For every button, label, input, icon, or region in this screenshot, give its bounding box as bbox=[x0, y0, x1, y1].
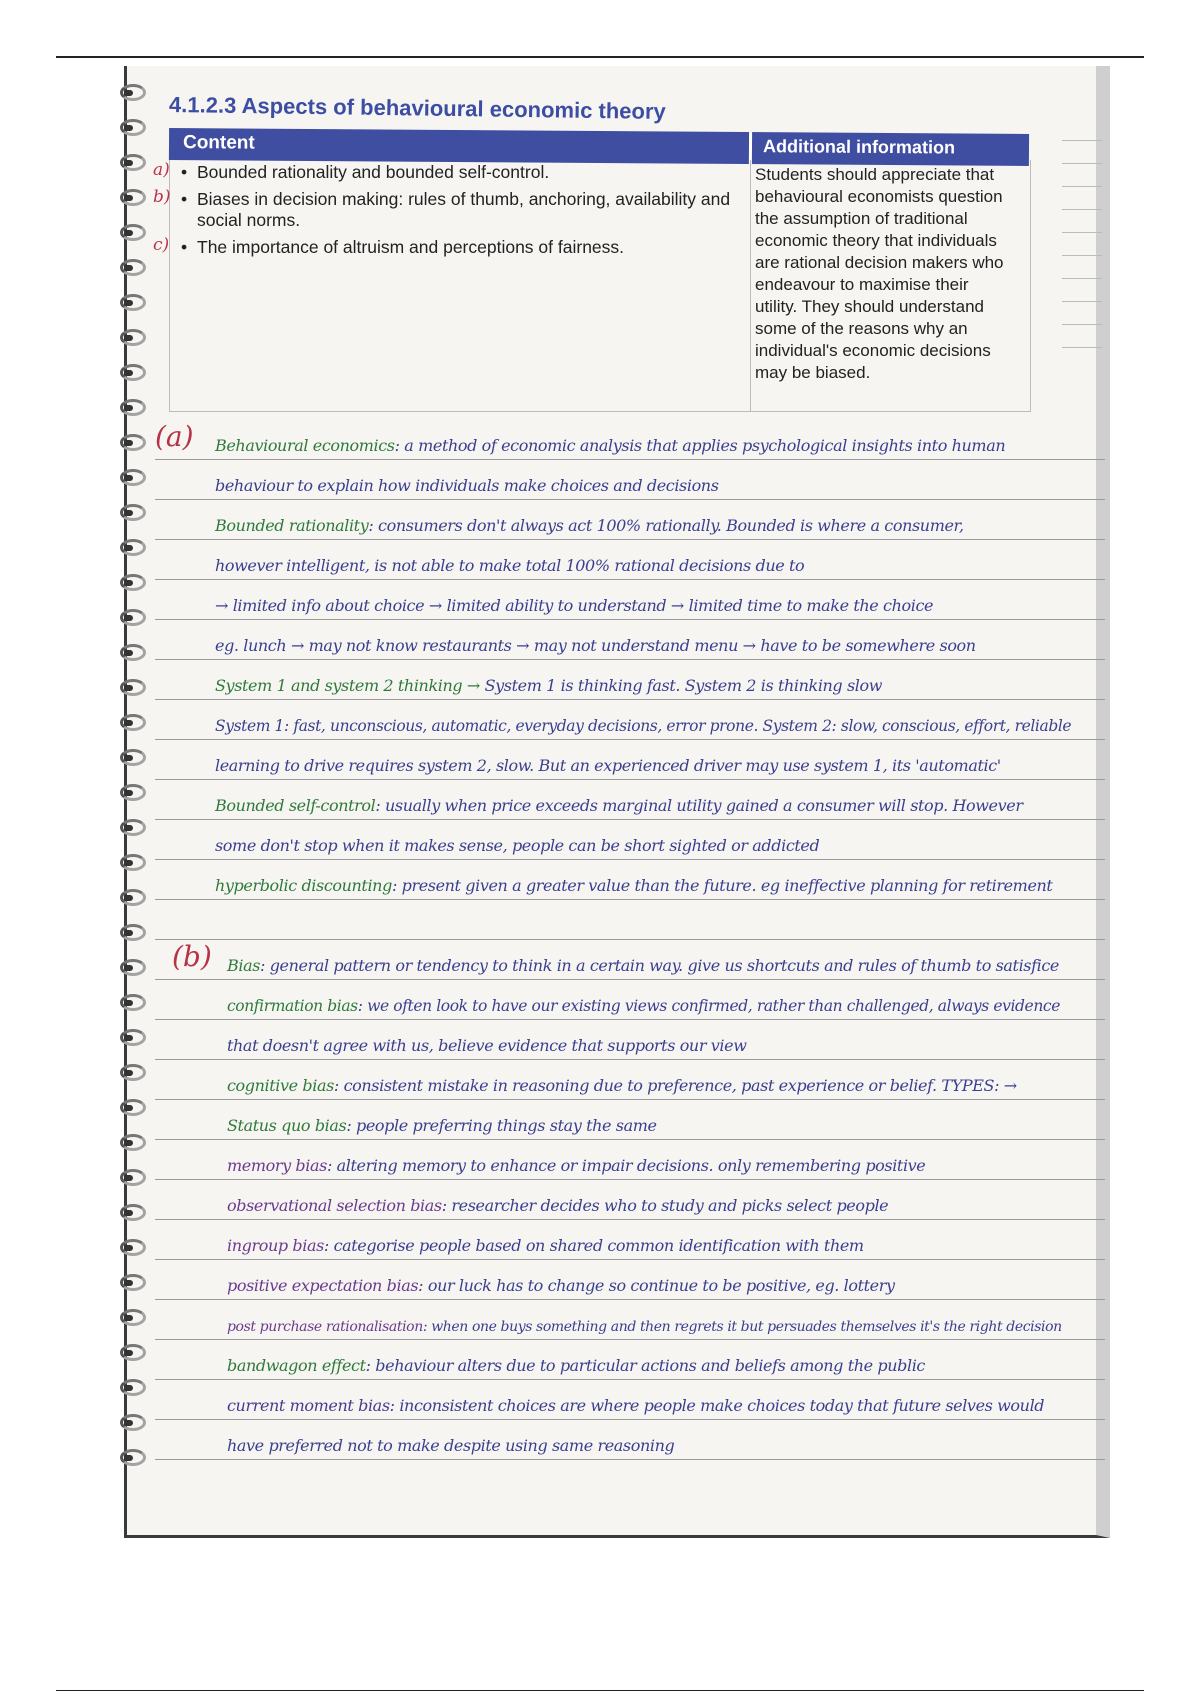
note-line bbox=[155, 1060, 1105, 1100]
note-term: memory bias bbox=[227, 1156, 327, 1175]
note-line bbox=[155, 1260, 1105, 1300]
note-body: : behaviour alters due to particular actions and beliefs among the public bbox=[365, 1356, 925, 1375]
spiral-ring bbox=[120, 224, 146, 241]
note-text bbox=[227, 1236, 864, 1255]
note-line bbox=[155, 1100, 1105, 1140]
note-text bbox=[227, 997, 1060, 1015]
spiral-ring bbox=[120, 1239, 146, 1256]
spec-sheet bbox=[155, 78, 1055, 420]
spiral-ring bbox=[120, 434, 146, 451]
note-body: : categorise people based on shared common identification with them bbox=[323, 1236, 864, 1255]
additional-info-text: Students should appreciate that behavioural economists question the assumption of traditional economic theory that individuals are rational decision makers who endeavour to maximise their utility. They should understand some of the reasons why an individual's economic decisions may be biased. bbox=[755, 165, 1004, 382]
note-line bbox=[155, 1380, 1105, 1420]
note-term: Bounded self-control bbox=[215, 796, 376, 815]
bullet-mark: • b) bbox=[153, 187, 171, 207]
spiral-ring bbox=[120, 469, 146, 486]
note-body: → limited info about choice → limited ability to understand → limited time to make the choice bbox=[215, 596, 934, 615]
note-term: Bounded rationality bbox=[215, 516, 369, 535]
note-body: : usually when price exceeds marginal utility gained a consumer will stop. However bbox=[375, 796, 1023, 815]
note-line bbox=[155, 1300, 1105, 1340]
note-body: : consumers don't always act 100% rationally. Bounded is where a consumer, bbox=[368, 516, 964, 535]
note-text bbox=[227, 1319, 1062, 1335]
spiral-ring bbox=[120, 1029, 146, 1046]
spiral-ring bbox=[120, 329, 146, 346]
note-text bbox=[227, 1076, 1017, 1095]
note-line bbox=[155, 1340, 1105, 1380]
spiral-ring bbox=[120, 1379, 146, 1396]
note-body: : general pattern or tendency to think in a certain way. give us shortcuts and rules of thumb to satisfice bbox=[260, 956, 1059, 975]
note-term: observational selection bias bbox=[227, 1196, 442, 1215]
spiral-ring bbox=[120, 1204, 146, 1221]
spec-title: 4.1.2.3 Aspects of behavioural economic theory bbox=[168, 92, 666, 124]
note-text bbox=[215, 636, 976, 655]
note-text bbox=[215, 836, 819, 855]
note-text bbox=[227, 1196, 888, 1215]
note-term: bandwagon effect bbox=[227, 1356, 366, 1375]
note-body: eg. lunch → may not know restaurants → may not understand menu → have to be somewhere soon bbox=[215, 636, 976, 655]
note-term: positive expectation bias bbox=[227, 1276, 419, 1295]
spiral-ring bbox=[120, 294, 146, 311]
note-body: : our luck has to change so continue to be positive, eg. lottery bbox=[418, 1276, 895, 1295]
bullet-text: The importance of altruism and perceptions of fairness. bbox=[197, 237, 625, 257]
note-term: current moment bias bbox=[227, 1396, 390, 1415]
spiral-ring bbox=[120, 994, 146, 1011]
note-line bbox=[155, 1020, 1105, 1060]
note-body: : people preferring things stay the same bbox=[346, 1116, 657, 1135]
note-line bbox=[155, 580, 1105, 620]
spiral-ring bbox=[120, 1274, 146, 1291]
additional-info-header: Additional information bbox=[762, 136, 956, 158]
spiral-ring bbox=[120, 1309, 146, 1326]
spiral-ring bbox=[120, 84, 146, 101]
spiral-ring bbox=[120, 154, 146, 171]
content-header: Content bbox=[182, 132, 255, 154]
content-bullets bbox=[153, 160, 743, 264]
note-body: : a method of economic analysis that applies psychological insights into human bbox=[394, 436, 1006, 455]
bullet-item bbox=[153, 187, 743, 231]
spiral-ring bbox=[120, 1134, 146, 1151]
note-body: behaviour to explain how individuals make choices and decisions bbox=[215, 476, 719, 495]
spiral-ring bbox=[120, 854, 146, 871]
note-term: hyperbolic discounting bbox=[215, 876, 392, 895]
note-body: System 1 is thinking fast. System 2 is thinking slow bbox=[479, 676, 883, 695]
note-text bbox=[227, 1036, 747, 1055]
note-line bbox=[155, 1220, 1105, 1260]
note-line bbox=[155, 700, 1105, 740]
spiral-ring bbox=[120, 784, 146, 801]
spiral-ring bbox=[120, 644, 146, 661]
note-body: : inconsistent choices are where people make choices today that future selves would bbox=[389, 1396, 1045, 1415]
note-text bbox=[215, 796, 1023, 815]
note-line bbox=[155, 900, 1105, 940]
note-text bbox=[215, 556, 804, 575]
spiral-ring bbox=[120, 259, 146, 276]
note-body: : when one buys something and then regrets it but persuades themselves it's the right decision bbox=[422, 1319, 1062, 1335]
spiral-ring bbox=[120, 189, 146, 206]
note-body: some don't stop when it makes sense, people can be short sighted or addicted bbox=[215, 836, 820, 855]
bullet-mark: • c) bbox=[153, 235, 170, 255]
note-line bbox=[155, 500, 1105, 540]
note-body: that doesn't agree with us, believe evidence that supports our view bbox=[227, 1036, 747, 1055]
spiral-ring bbox=[120, 364, 146, 381]
note-term: post purchase rationalisation bbox=[227, 1319, 423, 1335]
spiral-ring bbox=[120, 679, 146, 696]
spiral-ring bbox=[120, 714, 146, 731]
note-body: : researcher decides who to study and picks select people bbox=[441, 1196, 889, 1215]
page-edge-marks bbox=[1062, 140, 1112, 440]
note-term: Behavioural economics bbox=[215, 436, 395, 455]
spiral-ring bbox=[120, 504, 146, 521]
note-body: System 1: fast, unconscious, automatic, everyday decisions, error prone. System 2: slow, conscious, effort, reliable bbox=[215, 717, 1072, 735]
note-line bbox=[155, 820, 1105, 860]
spiral-ring bbox=[120, 819, 146, 836]
spiral-ring bbox=[120, 1064, 146, 1081]
note-term: System 1 and system 2 thinking → bbox=[215, 676, 480, 695]
note-line bbox=[155, 660, 1105, 700]
note-body: : altering memory to enhance or impair decisions. only remembering positive bbox=[326, 1156, 926, 1175]
note-body: however intelligent, is not able to make total 100% rational decisions due to bbox=[215, 556, 805, 575]
spiral-ring bbox=[120, 1169, 146, 1186]
page-top-rule bbox=[56, 56, 1144, 58]
note-term: confirmation bias bbox=[227, 997, 358, 1015]
spiral-ring bbox=[120, 1449, 146, 1466]
note-line bbox=[155, 780, 1105, 820]
spiral-ring bbox=[120, 119, 146, 136]
bullet-mark: • a) bbox=[153, 160, 170, 180]
note-line bbox=[155, 1140, 1105, 1180]
page-bottom-rule bbox=[56, 1690, 1144, 1691]
note-text bbox=[215, 476, 719, 495]
note-text bbox=[227, 1156, 925, 1175]
note-body: : consistent mistake in reasoning due to preference, past experience or belief. TYPES: → bbox=[333, 1076, 1017, 1095]
bullet-text: Biases in decision making: rules of thumb, anchoring, availability and social norms. bbox=[197, 189, 731, 230]
note-text bbox=[227, 1396, 1044, 1415]
note-line bbox=[155, 620, 1105, 660]
note-text bbox=[215, 596, 933, 615]
note-line bbox=[155, 980, 1105, 1020]
spiral-ring bbox=[120, 1344, 146, 1361]
note-line bbox=[155, 940, 1105, 980]
note-text bbox=[227, 956, 1059, 975]
note-text bbox=[227, 1356, 925, 1375]
spiral-ring bbox=[120, 959, 146, 976]
note-body: have preferred not to make despite using same reasoning bbox=[227, 1436, 675, 1455]
spiral-ring bbox=[120, 399, 146, 416]
spiral-ring bbox=[120, 1099, 146, 1116]
spiral-ring bbox=[120, 749, 146, 766]
note-body: learning to drive requires system 2, slow. But an experienced driver may use system 1, its 'automatic' bbox=[215, 756, 1001, 775]
note-term: Status quo bias bbox=[227, 1116, 347, 1135]
spiral-ring bbox=[120, 889, 146, 906]
note-line bbox=[155, 460, 1105, 500]
note-text bbox=[215, 436, 1005, 455]
bullet-item bbox=[153, 160, 743, 183]
note-line bbox=[155, 540, 1105, 580]
bullet-item bbox=[153, 235, 743, 258]
spiral-ring bbox=[120, 609, 146, 626]
section-a-label: (a) bbox=[155, 420, 194, 453]
note-line bbox=[155, 1420, 1105, 1460]
handwritten-notes bbox=[155, 420, 1105, 1460]
note-line bbox=[155, 860, 1105, 900]
spiral-ring bbox=[120, 574, 146, 591]
note-body: : we often look to have our existing views confirmed, rather than challenged, always evidence bbox=[357, 997, 1060, 1015]
note-body: : present given a greater value than the future. eg ineffective planning for retirement bbox=[391, 876, 1053, 895]
column-divider bbox=[750, 160, 751, 411]
note-line bbox=[155, 420, 1105, 460]
note-text bbox=[215, 516, 964, 535]
note-term: Bias bbox=[227, 956, 261, 975]
note-text bbox=[215, 676, 882, 695]
note-text bbox=[215, 756, 1001, 775]
note-term: ingroup bias bbox=[227, 1236, 324, 1255]
note-term: cognitive bias bbox=[227, 1076, 334, 1095]
note-text bbox=[215, 717, 1071, 735]
bullet-text: Bounded rationality and bounded self-control. bbox=[197, 162, 550, 182]
spiral-ring bbox=[120, 1414, 146, 1431]
note-text bbox=[227, 1276, 895, 1295]
note-line bbox=[155, 1180, 1105, 1220]
spiral-ring bbox=[120, 924, 146, 941]
note-text bbox=[227, 1116, 657, 1135]
spiral-ring bbox=[120, 539, 146, 556]
note-line bbox=[155, 740, 1105, 780]
section-b-label: (b) bbox=[172, 940, 212, 973]
note-text bbox=[227, 1436, 674, 1455]
note-text bbox=[215, 876, 1052, 895]
